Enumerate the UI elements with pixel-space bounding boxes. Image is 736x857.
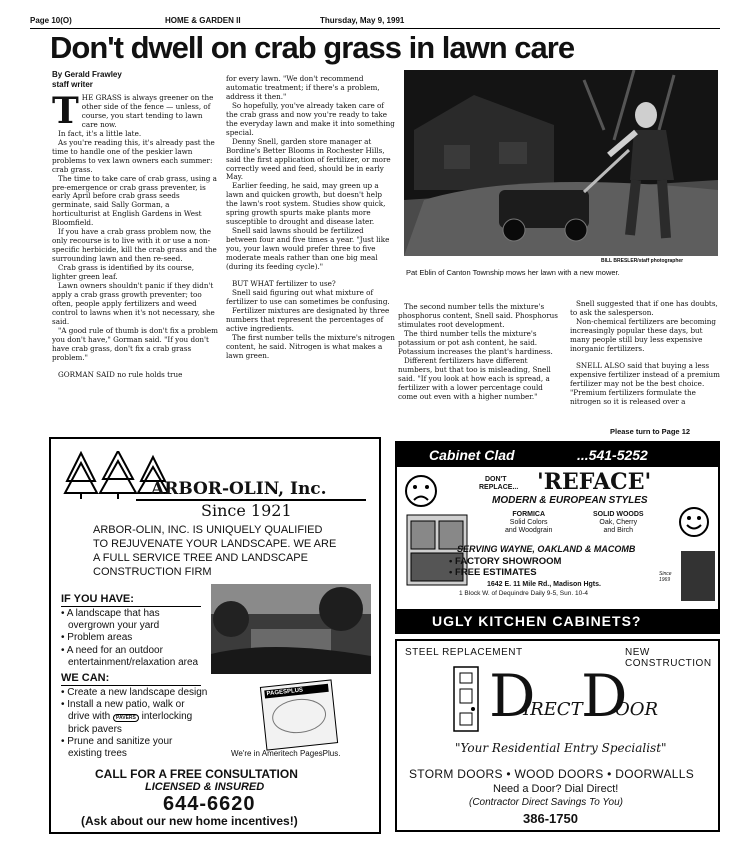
byline-role: staff writer: [52, 80, 93, 89]
article-paragraph: Snell said lawns should be fertilized between four and five times a year. "Just like you, your lawn would prefer three to five moderate meals rather than one big meal (during its feeding cycle).": [226, 226, 390, 272]
formica-line: and Woodgrain: [505, 527, 553, 534]
article-paragraph: Crab grass is identified by its course, lighter green leaf.: [52, 263, 195, 282]
arbor-can-item: [61, 711, 207, 723]
section-name: HOME & GARDEN II: [165, 16, 241, 25]
article-column-1: [52, 90, 220, 380]
cabinet-bottom-text: UGLY KITCHEN CABINETS?: [432, 613, 642, 629]
article-paragraph: The third number tells the mixture's potassium or pot ash content, he said. Potassium increases the plant's hardiness.: [398, 328, 553, 356]
arbor-have-item: • Problem areas: [61, 632, 133, 644]
article-paragraph: If you have a crab grass problem now, the only recourse is to live with it or use a non-specific herbicide, kill the crab grass and the surrounding lawn and then re-seed.: [52, 227, 217, 264]
door-phone: 386-1750: [523, 811, 578, 826]
article-paragraph: The time to take care of crab grass, using a pre-emergence or crab grass preventer, is early April before crab grass seeds germinate, said Sally Gorman, a horticulturist at English Gardens in West Bloomfield.: [52, 173, 217, 228]
woods-line: and Birch: [603, 527, 634, 534]
article-paragraph: Lawn owners shouldn't panic if they didn't apply a crab grass growth preventer; too often, people apply fertilizers and weed control to lawns when it's not necessary, she said.: [52, 281, 215, 326]
cabinet-name: Cabinet Clad: [429, 447, 515, 463]
arbor-have-list: [61, 608, 198, 669]
article-paragraph: SNELL ALSO said that buying a less expensive fertilizer instead of a premium fertilizer may not be the best choice. "Premium fertilizers formulate the nitrogen so it is released over a: [570, 360, 720, 406]
article-column-4: [570, 300, 720, 406]
byline: [52, 70, 122, 90]
arbor-can-item: • Prune and sanitize your: [61, 735, 173, 747]
article-column-2: [226, 75, 396, 361]
arbor-olin-ad: [49, 437, 381, 834]
article-paragraph: for every lawn. "We don't recommend automatic treatment; if there's a problem, address it then.": [226, 74, 380, 101]
arbor-have-item: • A landscape that has: [61, 608, 160, 619]
arbor-company-name: ARBOR-OLIN, Inc.: [151, 479, 327, 499]
door-need: Need a Door? Dial Direct!: [493, 783, 619, 795]
article-paragraph: So hopefully, you've already taken care of the crab grass and now you're ready to take the everyday lawn and make it into something special.: [226, 100, 395, 137]
pavers-badge: PAVERS: [113, 714, 139, 722]
arbor-can-text: drive with: [68, 711, 111, 723]
cabinet-replace: REPLACE...: [479, 484, 519, 491]
cabinet-phone: ...541-5252: [577, 447, 648, 463]
arbor-since: Since 1921: [201, 501, 292, 520]
arbor-intro: [93, 523, 336, 579]
direct-logo-d: D: [489, 662, 536, 730]
cabinet-hours: 1 Block W. of Dequindre Daily 9-5, Sun. 10-4: [459, 590, 588, 597]
article-paragraph: Snell said figuring out what mixture of fertilizer to use can sometimes be confusing.: [226, 287, 390, 306]
article-paragraph: GORMAN SAID no rule holds true: [58, 369, 183, 379]
article-paragraph: Denny Snell, garden store manager at Bordine's Better Blooms in Rochester Hills, said the first application of fertilizer, or more correctly weed and feed, should be in early May.: [226, 136, 391, 182]
article-paragraph: As you're reading this, it's already past the time to handle one of the peskier lawn problems to vex lawn owners each summer: crab grass.: [52, 137, 215, 174]
formica-title: FORMICA: [512, 511, 546, 518]
arbor-intro-line: CONSTRUCTION FIRM: [93, 566, 212, 578]
arbor-intro-line: A FULL SERVICE TREE AND LANDSCAPE: [93, 552, 308, 564]
arbor-can-list: [61, 687, 207, 760]
woods-line: Oak, Cherry: [599, 519, 638, 526]
smiley-face-icon: [677, 505, 711, 539]
photo-credit: BILL BRESLER/staff photographer: [601, 258, 684, 264]
cabinet-dont: DON'T: [485, 476, 507, 483]
article-paragraph: Earlier feeding, he said, may green up a lawn and quicken growth, but doesn't help the lawn's root system. Studies show quick, spring growth spurts make plants more susceptible to drought and disease later.: [226, 181, 386, 227]
cabinet-bullet: • FACTORY SHOWROOM: [449, 556, 562, 567]
cabinet-kitchen-art: [403, 485, 473, 595]
article-paragraph: BUT WHAT fertilizer to use?: [232, 278, 336, 288]
arbor-have-title: IF YOU HAVE:: [61, 593, 134, 605]
article-paragraph: The first number tells the mixture's nitrogen content, he said. Nitrogen is what makes a lawn green.: [226, 332, 395, 360]
cabinet-styles: MODERN & EUROPEAN STYLES: [492, 495, 648, 506]
article-paragraph: Fertilizer mixtures are designated by three numbers that represent the percentages of active ingredients.: [226, 305, 390, 333]
cabinet-solid-woods: [593, 511, 644, 535]
arbor-can-item: brick pavers: [68, 723, 122, 735]
article-paragraph: The second number tells the mixture's phosphorus content, Snell said. Phosphorus stimulates root development.: [398, 302, 558, 329]
page-number: Page 10(O): [30, 16, 72, 25]
door-icon: [451, 665, 481, 733]
arbor-intro-line: ARBOR-OLIN, INC. IS UNIQUELY QUALIFIED: [93, 524, 323, 536]
arbor-phone: 644-6620: [163, 793, 256, 815]
cabinet-photo-art: [681, 551, 715, 601]
cabinet-bullet: • FREE ESTIMATES: [449, 567, 537, 578]
cabinet-top-banner: [397, 443, 718, 467]
arbor-can-underline: [61, 685, 201, 686]
arbor-have-underline: [61, 606, 201, 607]
photo-caption: Pat Eblin of Canton Township mows her lawn with a new mower.: [406, 268, 620, 277]
arbor-have-item: • A need for an outdoor: [61, 644, 163, 656]
byline-author: By Gerald Frawley: [52, 70, 122, 79]
lawn-mower-photo: [404, 70, 718, 256]
door-tagline: "Your Residential Entry Specialist": [455, 741, 667, 755]
door-logo-d: D: [581, 662, 628, 730]
cabinet-bottom-banner: [397, 609, 718, 632]
door-savings: (Contractor Direct Savings To You): [469, 797, 623, 808]
arbor-have-item: entertainment/relaxation area: [68, 656, 199, 668]
direct-door-ad: [395, 639, 720, 832]
arbor-can-item: • Install a new patio, walk or: [61, 699, 185, 711]
article-paragraph: Snell suggested that if one has doubts, to ask the salesperson.: [570, 299, 718, 317]
cabinet-bullets: [449, 556, 561, 578]
pagesplus-book-icon: [260, 679, 338, 750]
cabinet-address: 1642 E. 11 Mile Rd., Madison Hgts.: [487, 581, 601, 588]
formica-line: Solid Colors: [509, 519, 548, 526]
cabinet-since-tag: Since 1969: [659, 571, 672, 583]
pagesplus-book-art: [270, 696, 327, 735]
arbor-licensed: LICENSED & INSURED: [145, 781, 265, 793]
door-products: STORM DOORS • WOOD DOORS • DOORWALLS: [409, 767, 695, 781]
headline: Don't dwell on crab grass in lawn care: [50, 30, 575, 65]
arbor-intro-line: TO REJUVENATE YOUR LANDSCAPE. WE ARE: [93, 538, 337, 550]
article-paragraph: HE GRASS is always greener on the other side of the fence — unless, of course, you start tending to lawn care now.: [81, 93, 214, 129]
arbor-can-item: existing trees: [68, 748, 127, 760]
woods-title: SOLID WOODS: [593, 511, 644, 518]
cabinet-formica: [505, 511, 552, 535]
drop-cap: T: [52, 90, 79, 132]
continued-notice: Please turn to Page 12: [610, 427, 691, 436]
cabinet-clad-ad: [395, 441, 720, 634]
door-steel-replacement: STEEL REPLACEMENT: [405, 647, 523, 658]
article-paragraph: Different fertilizers have different numbers, but that too is misleading, Snell said. "If you look at how each is spread, a fertilizer with a lower percentage could come out even with a higher number.": [398, 355, 551, 401]
arbor-can-item: • Create a new landscape design: [61, 687, 208, 698]
cabinet-reface: 'REFACE': [537, 469, 652, 495]
page-header: [30, 14, 720, 29]
arbor-can-title: WE CAN:: [61, 672, 110, 684]
article-paragraph: In fact, it's a little late.: [58, 128, 142, 138]
arbor-pages-note: We're in Ameritech PagesPlus.: [231, 749, 341, 758]
arbor-yard-photo: [211, 584, 371, 674]
arbor-have-item: overgrown your yard: [68, 620, 160, 632]
issue-date: Thursday, May 9, 1991: [320, 16, 405, 25]
article-column-3: [398, 303, 562, 401]
direct-logo-word: IRECT: [523, 699, 583, 720]
article-paragraph: "A good rule of thumb is don't fix a problem you don't have," Gorman said. "If you don't have crab grass, don't fix a crab grass problem.": [52, 325, 218, 362]
pagesplus-book-title: PAGESPLUS: [264, 684, 328, 699]
arbor-call: CALL FOR A FREE CONSULTATION: [95, 767, 298, 781]
arbor-can-text: interlocking: [141, 711, 193, 723]
arbor-incentive: (Ask about our new home incentives!): [81, 814, 298, 828]
cabinet-serving: SERVING WAYNE, OAKLAND & MACOMB: [457, 544, 636, 554]
door-new-construction: NEW CONSTRUCTION: [625, 647, 712, 669]
article-paragraph: Non-chemical fertilizers are becoming increasingly popular these days, but many people still buy less expensive inorganic fertilizers.: [570, 316, 716, 353]
door-logo-word: OOR: [615, 699, 659, 720]
